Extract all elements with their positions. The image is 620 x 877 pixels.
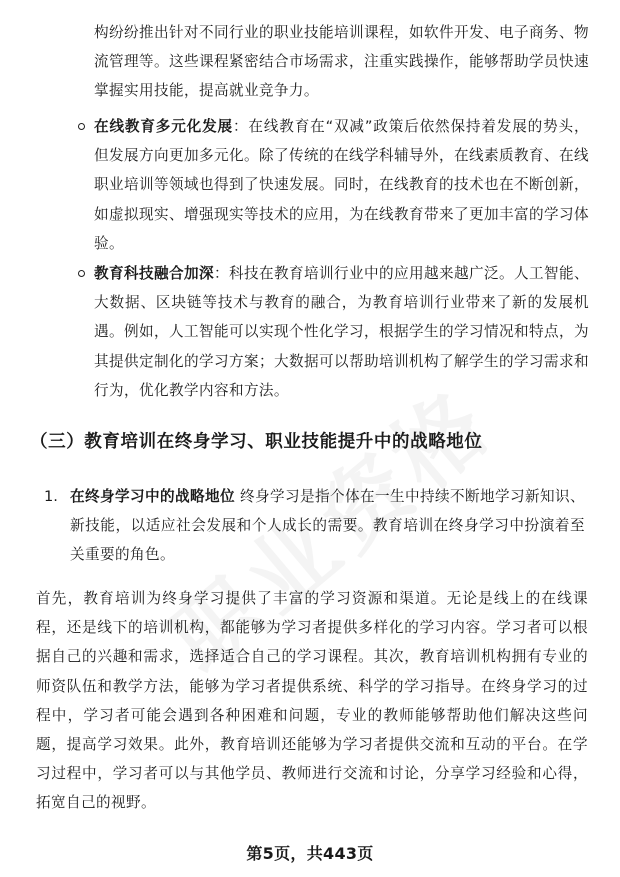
page-footer: 第5页，共443页 [246, 844, 374, 863]
numbered-item [44, 482, 585, 570]
bullet-text [94, 112, 589, 258]
numbered-item-body: 终身学习是指个体在一生中持续不断地学习新知识、新技能，以适应社会发展和个人成长的需要。教育培训在终身学习中扮演着至关重要的角色。 [70, 488, 585, 564]
continuation-paragraph: 构纷纷推出针对不同行业的职业技能培训课程，如软件开发、电子商务、物流管理等。这些课程紧密结合市场需求，注重实践操作，能够帮助学员快速掌握实用技能，提高就业竞争力。 [94, 24, 589, 100]
bullet-body: ：科技在教育培训行业中的应用越来越广泛。人工智能、大数据、区块链等技术与教育的融合，为教育培训行业带来了新的发展机遇。例如，人工智能可以实现个性化学习，根据学生的学习情况和特点，为其提供定制化的学习方案；大数据可以帮助培训机构了解学生的学习需求和行为，优化教学内容和方法。 [94, 265, 589, 399]
bullet-body: ：在线教育在“双减”政策后依然保持着发展的势头，但发展方向更加多元化。除了传统的在线学科辅导外，在线素质教育、在线职业培训等领域也得到了快速发展。同时，在线教育的技术也在不断创新，如虚拟现实、增强现实等技术的应用，为在线教育带来了更加丰富的学习体验。 [94, 118, 589, 252]
bullet-text [94, 259, 589, 405]
bullet-label: 教育科技融合加深 [94, 265, 214, 282]
section-heading: （三）教育培训在终身学习、职业技能提升中的战略地位 [30, 432, 483, 452]
bullet-circle-icon [78, 270, 85, 277]
numbered-item-text [70, 482, 585, 570]
item-number: 1. [44, 488, 58, 505]
numbered-item-label: 在终身学习中的战略地位 [70, 488, 235, 505]
bullet-item-online-education [94, 112, 589, 258]
body-paragraph: 首先，教育培训为终身学习提供了丰富的学习资源和渠道。无论是线上的在线课程，还是线下的培训机构，都能够为学习者提供多样化的学习内容。学习者可以根据自己的兴趣和需求，选择适合自己的学习课程。其次，教育培训机构拥有专业的师资队伍和教学方法，能够为学习者提供系统、科学的学习指导。在终身学习的过程中，学习者可能会遇到各种困难和问题，专业的教师能够帮助他们解决这些问题，提高学习效果。此外，教育培训还能够为学习者提供交流和互动的平台。在学习过程中，学习者可以与其他学员、教师进行交流和讨论，分享学习经验和心得，拓宽自己的视野。 [36, 590, 588, 812]
bullet-circle-icon [78, 123, 85, 130]
bullet-label: 在线教育多元化发展 [94, 118, 233, 135]
bullet-item-edtech [94, 259, 589, 405]
